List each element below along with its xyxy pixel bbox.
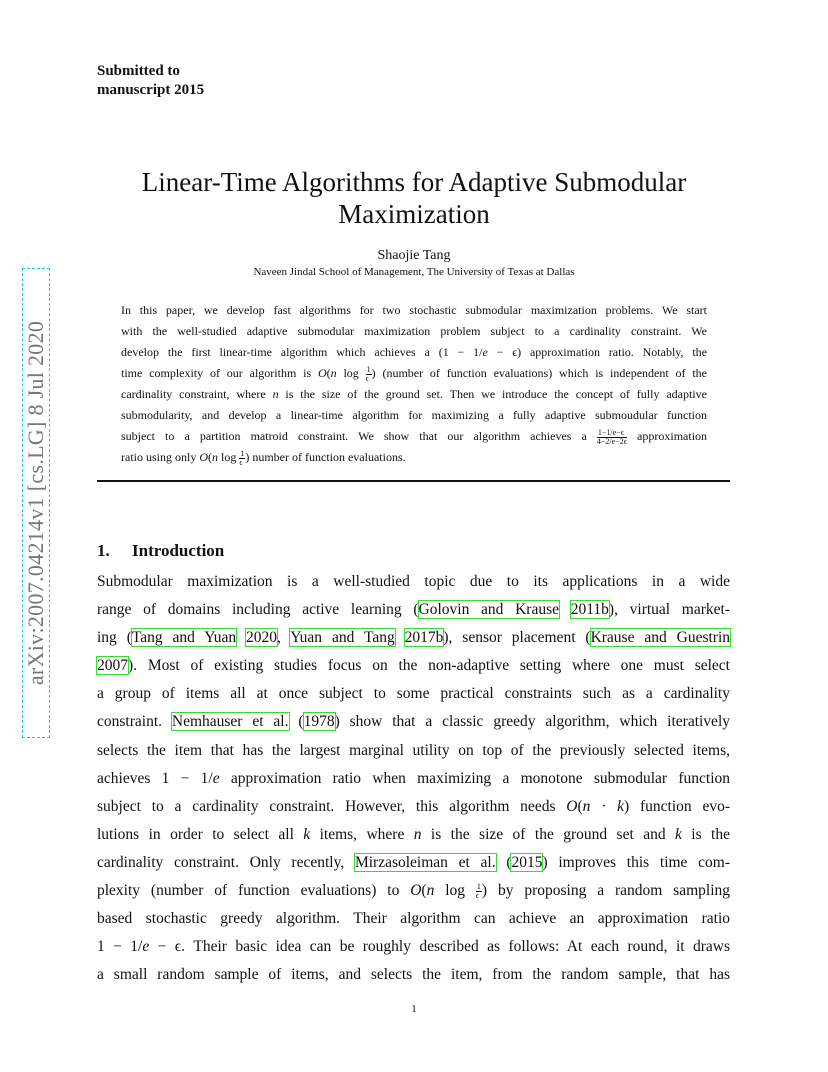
body-line: lutions in order to select all k items, where n is the size of the ground set and k is the xyxy=(97,825,730,843)
title-line-2: Maximization xyxy=(338,199,490,229)
abstract-line: with the well-studied adaptive submodular maximization problem subject to a cardinality constraint. We xyxy=(121,324,707,338)
arxiv-stamp[interactable] xyxy=(22,268,50,738)
approximation-fraction: $\frac{1-1/e-\epsilon}{4-2/e-2\epsilon}$ xyxy=(596,427,627,446)
abstract-line: time complexity of our algorithm is O(n log $\frac{1}{\epsilon}$ ) (number of function evaluations) which is independent of the xyxy=(121,364,707,383)
citation-year-link[interactable]: 1978 xyxy=(303,713,335,731)
citation-year-link[interactable]: 2015 xyxy=(511,853,543,871)
fraction: $\frac{1}{\epsilon}$ xyxy=(475,881,481,900)
citation-year-link[interactable]: 2017b xyxy=(404,629,444,647)
citation-link[interactable]: Nemhauser et al. xyxy=(171,713,289,731)
abstract-divider xyxy=(97,480,730,482)
section-heading xyxy=(97,541,224,561)
body-line: plexity (number of function evaluations) to O(n log $\frac{1}{\epsilon}$ ) by proposing a random sampling xyxy=(97,881,731,900)
section-number: 1. xyxy=(97,541,110,560)
citation-link[interactable]: Yuan and Tang xyxy=(290,629,395,647)
abstract-line: develop the first linear-time algorithm which achieves a (1 − 1/e − ϵ) approximation ratio. Notably, the xyxy=(121,345,708,359)
page-number: 1 xyxy=(411,1003,417,1015)
body-line: range of domains including active learning (Golovin and Krause 2011b), virtual market- xyxy=(97,601,730,619)
abstract-line: ratio using only O(n log $\frac{1}{\epsilon}$ ) number of function evaluations. xyxy=(121,448,406,467)
header-line-1: Submitted to xyxy=(97,63,180,79)
abstract-line: In this paper, we develop fast algorithms for two stochastic submodular maximization problems. We start xyxy=(121,303,707,317)
body-line: cardinality constraint. Only recently, Mirzasoleiman et al. (2015) improves this time com- xyxy=(97,853,730,871)
journal-header xyxy=(97,62,204,100)
body-line: 2007). Most of existing studies focus on the non-adaptive setting where one must select xyxy=(97,657,730,675)
citation-year-link[interactable]: 2020 xyxy=(246,629,277,647)
author-affiliation: Naveen Jindal School of Management, The University of Texas at Dallas xyxy=(253,266,575,278)
title-line-1: Linear-Time Algorithms for Adaptive Submodular xyxy=(141,167,687,197)
citation-link[interactable]: Golovin and Krause xyxy=(418,601,560,619)
body-line: selects the item that has the largest marginal utility on top of the previously selected items, xyxy=(97,741,730,759)
body-line: Submodular maximization is a well-studied topic due to its applications in a wide xyxy=(97,573,730,590)
citation-link[interactable]: Krause and Guestrin xyxy=(590,629,731,647)
header-line-2: manuscript 2015 xyxy=(97,82,205,98)
body-line: 1 − 1/e − ϵ. Their basic idea can be roughly described as follows: At each round, it draws xyxy=(97,938,730,956)
abstract-line: submodularity, and develop a linear-time algorithm for maximizing a fully adaptive submoudular function xyxy=(121,408,707,422)
citation-link[interactable]: Mirzasoleiman et al. xyxy=(354,853,496,871)
citation-link[interactable]: Tang and Yuan xyxy=(131,629,237,647)
citation-year-link[interactable]: 2011b xyxy=(570,601,609,619)
body-line: ing (Tang and Yuan 2020, Yuan and Tang 2017b), sensor placement (Krause and Guestrin xyxy=(97,629,731,647)
body-line: subject to a cardinality constraint. However, this algorithm needs O(n · k) function evo- xyxy=(97,797,730,815)
fraction: $\frac{1}{\epsilon}$ xyxy=(365,364,371,383)
author-name: Shaojie Tang xyxy=(377,248,451,263)
body-line: a group of items all at once subject to some practical constraints such as a cardinality xyxy=(97,685,730,703)
body-line: a small random sample of items, and selects the item, from the random sample, that has xyxy=(97,966,730,984)
fraction: $\frac{1}{\epsilon}$ xyxy=(239,448,245,467)
body-line: achieves 1 − 1/e approximation ratio when maximizing a monotone submodular function xyxy=(97,769,730,787)
body-line: constraint. Nemhauser et al. (1978) show that a classic greedy algorithm, which iteratively xyxy=(97,713,730,731)
abstract xyxy=(121,300,707,468)
citation-year-link[interactable]: 2007 xyxy=(97,657,128,675)
abstract-line: cardinality constraint, where n is the size of the ground set. Then we introduce the concept of fully adaptive xyxy=(121,387,707,401)
arxiv-stamp-text: arXiv:2007.04214v1 [cs.LG] 8 Jul 2020 xyxy=(23,320,48,686)
abstract-line: subject to a partition matroid constraint. We show that our algorithm achieves a $\frac{1-1/e-\epsilon}{4-2/e-2\epsilon}$ approximation xyxy=(121,427,708,446)
section-title: Introduction xyxy=(132,541,225,560)
paper-title xyxy=(100,166,728,230)
body-line: based stochastic greedy algorithm. Their algorithm can achieve an approximation ratio xyxy=(97,910,730,928)
body-text xyxy=(97,568,730,989)
